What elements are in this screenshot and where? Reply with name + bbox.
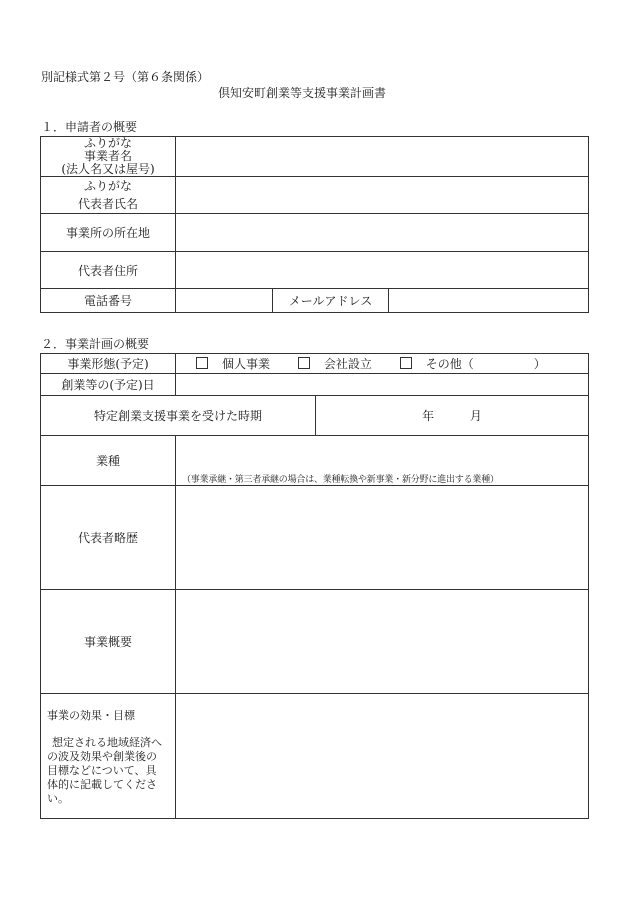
section2-heading: ２．事業計画の概要 — [41, 337, 150, 351]
form-title: 倶知安町創業等支援事業計画書 — [218, 86, 387, 100]
year-label: 年 — [422, 409, 435, 423]
representative-name-label-text: 代表者氏名 — [77, 197, 138, 211]
industry-label: 業種 — [41, 436, 176, 486]
phone-field[interactable] — [176, 289, 273, 313]
effects-label: 事業の効果・目標 — [47, 709, 135, 722]
start-date-field[interactable] — [176, 374, 589, 396]
start-date-label: 創業等の(予定)日 — [41, 374, 176, 396]
industry-field[interactable] — [176, 436, 589, 486]
industry-note: （事業承継・第三者承継の場合は、業種転換や新事業・新分野に進出する業種） — [182, 475, 499, 485]
option-sole-proprietor[interactable] — [196, 355, 270, 372]
office-address-label: 事業所の所在地 — [41, 214, 176, 252]
form-number: 別記様式第２号（第６条関係） — [41, 70, 210, 84]
overview-field[interactable] — [176, 590, 589, 694]
email-field[interactable] — [389, 289, 589, 313]
representative-address-label: 代表者住所 — [41, 252, 176, 289]
option-company[interactable] — [298, 355, 372, 372]
business-name-label-text: 事業者名 — [83, 149, 132, 163]
career-field[interactable] — [176, 486, 589, 590]
effects-description — [47, 736, 175, 806]
representative-name-field[interactable] — [176, 177, 589, 214]
business-name-furigana: ふりがな — [83, 136, 132, 150]
applicant-table — [40, 136, 589, 313]
effects-description-line: 体的に記載してくださ — [47, 778, 157, 791]
email-label: メールアドレス — [273, 289, 389, 313]
career-label: 代表者略歴 — [41, 486, 176, 590]
option-label: 会社設立 — [323, 357, 372, 371]
effects-field[interactable] — [176, 694, 589, 819]
option-label: その他（ ） — [425, 357, 546, 371]
business-name-label — [41, 137, 176, 177]
effects-description-line: の波及効果や創業後の — [47, 750, 157, 763]
business-plan-table — [40, 353, 589, 819]
effects-label-cell — [41, 694, 176, 819]
effects-description-line: い。 — [47, 792, 69, 805]
support-timing-label: 特定創業支援事業を受けた時期 — [41, 396, 316, 436]
phone-label: 電話番号 — [41, 289, 176, 313]
office-address-field[interactable] — [176, 214, 589, 252]
business-form-options — [176, 354, 589, 374]
effects-description-line: 想定される地域経済へ — [52, 736, 162, 749]
representative-name-label — [41, 177, 176, 214]
month-label: 月 — [469, 409, 482, 423]
checkbox-icon[interactable] — [298, 357, 310, 369]
business-form-label: 事業形態(予定) — [41, 354, 176, 374]
business-name-note: (法人名又は屋号) — [61, 162, 155, 176]
option-other[interactable] — [400, 355, 546, 372]
support-timing-field[interactable] — [316, 396, 589, 436]
representative-name-furigana: ふりがな — [83, 179, 132, 193]
option-label: 個人事業 — [222, 357, 271, 371]
representative-address-field[interactable] — [176, 252, 589, 289]
checkbox-icon[interactable] — [196, 357, 208, 369]
effects-description-line: 目標などについて、具 — [47, 764, 157, 777]
overview-label: 事業概要 — [41, 590, 176, 694]
section1-heading: １．申請者の概要 — [41, 120, 138, 134]
business-name-field[interactable] — [176, 137, 589, 177]
checkbox-icon[interactable] — [400, 357, 412, 369]
